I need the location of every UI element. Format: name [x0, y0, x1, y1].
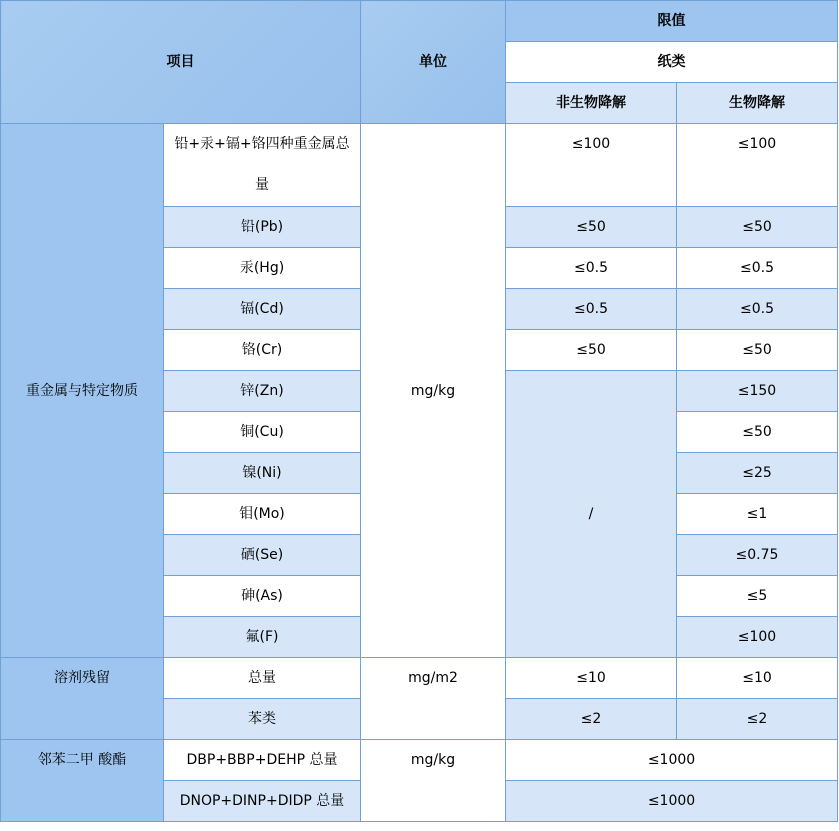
category-heavy-metals: 重金属与特定物质 [1, 124, 164, 658]
value-non-bio: ≤2 [506, 699, 677, 740]
value-bio: ≤0.75 [677, 535, 838, 576]
row-name: DBP+BBP+DEHP 总量 [164, 740, 361, 781]
value-merged: ≤1000 [506, 740, 838, 781]
header-non-bio: 非生物降解 [506, 83, 677, 124]
unit-solvent: mg/m2 [361, 658, 506, 740]
value-bio: ≤50 [677, 330, 838, 371]
header-item: 项目 [1, 1, 361, 124]
row-name: 苯类 [164, 699, 361, 740]
category-solvent: 溶剂残留 [1, 658, 164, 740]
value-bio: ≤150 [677, 371, 838, 412]
value-non-bio: ≤50 [506, 207, 677, 248]
value-non-bio: ≤100 [506, 124, 677, 207]
value-bio: ≤100 [677, 617, 838, 658]
row-name: 铬(Cr) [164, 330, 361, 371]
row-name: 锌(Zn) [164, 371, 361, 412]
row-name: 汞(Hg) [164, 248, 361, 289]
row-name: 砷(As) [164, 576, 361, 617]
row-name: 氟(F) [164, 617, 361, 658]
value-non-bio: ≤50 [506, 330, 677, 371]
row-name: 铅+汞+镉+铬四种重金属总量 [164, 124, 361, 207]
row-name: 铜(Cu) [164, 412, 361, 453]
row-name: 钼(Mo) [164, 494, 361, 535]
value-bio: ≤10 [677, 658, 838, 699]
value-bio: ≤0.5 [677, 248, 838, 289]
value-non-bio: ≤10 [506, 658, 677, 699]
value-bio: ≤1 [677, 494, 838, 535]
value-merged: ≤1000 [506, 781, 838, 822]
value-non-bio: ≤0.5 [506, 248, 677, 289]
value-non-bio-merged: / [506, 371, 677, 658]
row-name: DNOP+DINP+DIDP 总量 [164, 781, 361, 822]
header-unit: 单位 [361, 1, 506, 124]
value-bio: ≤5 [677, 576, 838, 617]
header-bio: 生物降解 [677, 83, 838, 124]
row-name: 铅(Pb) [164, 207, 361, 248]
category-phthalates: 邻苯二甲 酸酯 [1, 740, 164, 822]
row-name: 镉(Cd) [164, 289, 361, 330]
unit-phthalates: mg/kg [361, 740, 506, 822]
value-bio: ≤100 [677, 124, 838, 207]
unit-heavy-metals: mg/kg [361, 124, 506, 658]
value-bio: ≤0.5 [677, 289, 838, 330]
row-name: 总量 [164, 658, 361, 699]
value-bio: ≤50 [677, 207, 838, 248]
value-bio: ≤25 [677, 453, 838, 494]
value-non-bio: ≤0.5 [506, 289, 677, 330]
value-bio: ≤2 [677, 699, 838, 740]
row-name: 硒(Se) [164, 535, 361, 576]
row-name: 镍(Ni) [164, 453, 361, 494]
header-paper: 纸类 [506, 42, 838, 83]
header-limit: 限值 [506, 1, 838, 42]
value-bio: ≤50 [677, 412, 838, 453]
